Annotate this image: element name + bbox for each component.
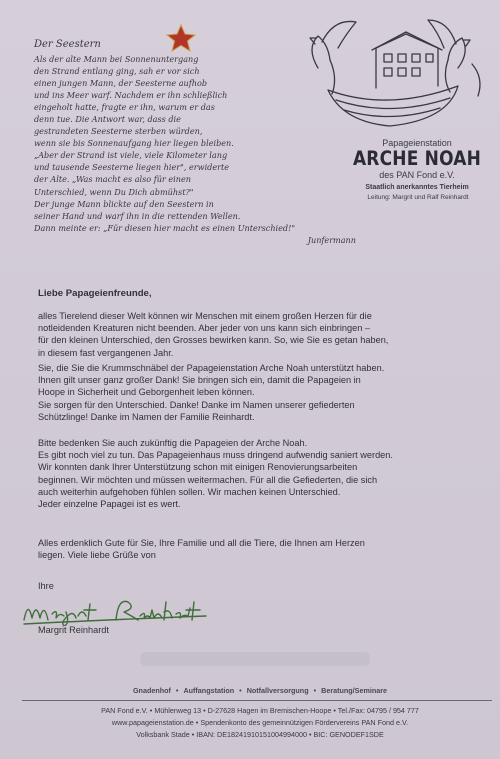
services-bar: Gnadenhof • Auffangstation • Notfallversorgung • Beratung/Seminare (132, 686, 388, 695)
blurred-area (140, 652, 370, 666)
letter-line: Es gibt noch viel zu tun. Das Papageienhaus muss dringend aufwendig saniert werden. (38, 450, 393, 461)
letter-line: auch weiterhin aufgehoben fühlen sollen. Wir machen keinen Unterschied. (38, 486, 341, 497)
service-item: Notfallversorgung (246, 686, 309, 695)
letter-line: Wir konnten dank Ihrer Unterstützung schon mit einigen Renovierungsarbeiten (38, 462, 358, 473)
service-item: Gnadenhof (132, 686, 171, 695)
poem-title: Der Seestern (34, 39, 101, 50)
poem-line: einen jungen Mann, der Seesterne aufhob (34, 78, 208, 89)
letter-line: alles Tierelend dieser Welt können wir Menschen mit einem großen Herzen für die (38, 311, 372, 321)
letter-salutation: Liebe Papageienfreunde, (38, 288, 152, 299)
org-leadership: Leitung: Margrit und Ralf Reinhardt (367, 194, 469, 201)
org-name-sub: des PAN Fond e.V. (379, 170, 455, 180)
letter-line: notleidenden Kreaturen nicht beenden. Aber jeder von uns kann sich einbringen – (38, 323, 371, 334)
handwritten-signature (20, 594, 240, 626)
footer-address: PAN Fond e.V. • Mühlenweg 13 • D-27628 Hagen im Bremischen-Hoope • Tel./Fax: 04795 / 954 777 (101, 706, 419, 715)
letter-line: Alles erdenklich Gute für Sie, Ihre Familie und all die Tiere, die Ihnen am Herzen (38, 538, 365, 548)
poem-line: und ins Meer warf. Nachdem er ihn schließlich (34, 90, 228, 101)
poem-line: und tausende Seesterne liegen hier", erwiderte (34, 162, 230, 173)
poem-line: „Aber der Strand ist viele, viele Kilometer lang (34, 150, 228, 161)
poem-line: denn tue. Die Antwort war, dass die (34, 114, 181, 125)
letter-line: Hoope in Sicherheit und Geborgenheit leben können. (38, 387, 255, 398)
footer-bank: Volksbank Stade • IBAN: DE18241910151004994000 • BIC: GENODEF1SDE (136, 730, 384, 739)
letter-line: Bitte bedenken Sie auch zukünftig die Papageien der Arche Noah. (38, 438, 308, 448)
letter-line: Ihnen gilt unser ganz großer Dank! Sie bringen sich ein, damit die Papageien in (38, 375, 361, 386)
poem-author: Junfermann (307, 234, 356, 245)
poem-line: Der junge Mann blickte auf den Seestern in (34, 198, 214, 209)
poem-line: Als der alte Mann bei Sonnenuntergang (34, 54, 199, 64)
org-name-top: Papageienstation (382, 138, 452, 148)
letter-line: Schützlinge! Danke im Namen der Familie Reinhardt. (38, 411, 255, 422)
org-name-main: ARCHE NOAH (352, 147, 482, 171)
signature-name: Margrit Reinhardt (38, 625, 109, 635)
letter-line: für den kleinen Unterschied, den Grosses bewirken kann. So, wie Sie es getan haben, (38, 335, 389, 346)
letter-paragraph (38, 310, 478, 359)
letter-line: in diesem fast vergangenen Jahr. (38, 347, 174, 358)
poem-line: gestrandeten Seesterne sterben würden, (34, 126, 203, 137)
poem-line: Dann meinte er: „Für diesen hier macht es einen Unterschied!" (34, 222, 296, 233)
poem-line: wenn sie bis Sonnenaufgang hier liegen bleiben. (34, 138, 234, 149)
letter-line: beginnen. Wir möchten und müssen weitermachen. Für all die Gefiederten, die sich (38, 474, 378, 485)
service-item: Auffangstation (183, 686, 235, 695)
letter-line: Jeder einzelne Papagei ist es wert. (38, 499, 181, 510)
letter-paragraph (38, 537, 478, 561)
letter-paragraph (38, 437, 478, 510)
letter-line: liegen. Viele liebe Grüße von (38, 550, 156, 561)
org-tagline: Staatlich anerkanntes Tierheim (365, 184, 469, 191)
poem-line: der Alte. „Was macht es also für einen (34, 174, 191, 185)
letter-closing: Ihre (38, 581, 54, 591)
poem-line: eingeholt hatte, fragte er ihn, warum er das (34, 102, 215, 113)
service-item: Beratung/Seminare (321, 686, 388, 695)
arche-noah-logo (288, 8, 493, 138)
letter-paragraph (38, 362, 478, 423)
letter-line: Sie sorgen für den Unterschied. Danke! Danke im Namen unserer gefiederten (38, 399, 355, 410)
poem-line: Unterschied, wenn Du Dich abmühst?" (34, 186, 194, 197)
letter-line: Sie, die Sie die Krummschnäbel der Papageienstation Arche Noah unterstützt haben. (38, 363, 385, 373)
poem-line: seiner Hand und warf ihn in die rettenden Wellen. (34, 210, 241, 221)
poem-line: den Strand entlang ging, sah er vor sich (34, 66, 200, 77)
footer-website: www.papageienstation.de • Spendenkonto des gemeinnützigen Fördervereins PAN Fond e.V. (111, 718, 409, 727)
footer-divider (22, 700, 492, 701)
